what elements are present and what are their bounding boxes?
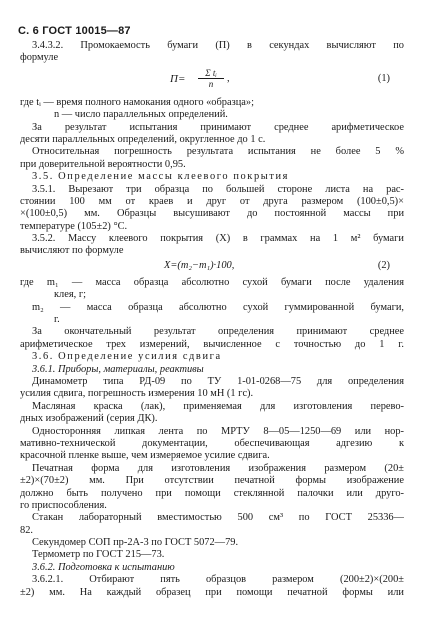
text-line: 3.4.3.2. Промокаемость бумаги (П) в секундах вычисляют по <box>32 40 404 51</box>
text-line: мативно-технической документации, обеспечивающая адгезию к <box>20 437 404 449</box>
text-line: Относительная погрешность результата испытания не более 5 % <box>32 146 404 158</box>
text-line: Динамометр типа РД-09 по ТУ 1-01-0268—75 для определения <box>32 375 404 387</box>
text-line: 3.6. Определение усилия сдвига <box>32 351 222 363</box>
text-line: где m₁ — масса образца абсолютно сухой бумаги после удаления <box>20 276 404 288</box>
page-header: С. 6 ГОСТ 10015—87 <box>18 25 131 37</box>
text-line: 3.5.2. Массу клеевого покрытия (X) в граммах на 1 м² бумаги <box>32 233 404 245</box>
formula-2-number: (2) <box>377 259 390 271</box>
text-block-main <box>20 97 404 258</box>
formula-1 <box>20 68 404 94</box>
text-line: ±2)×(70±2) мм. При отсутствии печатной формы изображение <box>20 475 404 487</box>
text-line: Термометр по ГОСТ 215—73. <box>32 549 165 561</box>
text-line: За результат испытания принимают среднее арифметическое <box>32 121 404 133</box>
text-line: десяти параллельных определений, округленное до 1 с. <box>20 133 266 145</box>
formula-1-number: (1) <box>377 72 390 84</box>
text-line: г. <box>54 314 60 326</box>
formula-1-numerator: Σ tᵢ <box>198 68 224 79</box>
text-line: формуле <box>20 52 59 64</box>
text-line: Секундомер СОП пр-2А-3 по ГОСТ 5072—79. <box>32 537 239 549</box>
text-line: Стакан лабораторный вместимостью 500 см³ по ГОСТ 25336— <box>32 512 404 524</box>
text-line: усилия сдвига, погрешность измерения 10 мН (1 гс). <box>20 388 254 400</box>
text-line: ±2) мм. На каждый образец при помощи печатной формы или <box>20 586 404 598</box>
text-line: За окончательный результат определения принимают среднее <box>32 326 404 338</box>
text-line: дных изображений (серия ДК). <box>20 413 158 425</box>
text-line: Печатная форма для изготовления изображения размером (20± <box>32 462 404 474</box>
text-line: 3.6.2. Подготовка к испытанию <box>32 561 175 573</box>
document-body <box>20 40 404 599</box>
text-line: температуре (105±2) °С. <box>20 220 128 232</box>
formula-2-expression: X=(m₂−m₁)·100, <box>164 259 235 271</box>
text-block-rest <box>20 277 404 599</box>
text-line: ×(100±0,5) мм. Образцы высушивают до постоянной массы при <box>20 208 404 220</box>
text-line: 3.6.2.1. Отбирают пять образцов размером (200±2)×(200± <box>32 574 404 586</box>
formula-1-comma: , <box>227 72 230 84</box>
text-line: где tᵢ — время полного намокания одного «образца»; <box>20 96 254 108</box>
text-line: стоянии 100 мм от краев и друг от друга размером (100±0,5)× <box>20 195 404 207</box>
formula-2 <box>20 260 404 274</box>
text-line: арифметическое трех измерений, вычисленное с точностью до 1 г. <box>20 338 404 350</box>
formula-1-denominator: n <box>208 78 214 89</box>
text-line: 3.5. Определение массы клеевого покрытия <box>32 171 290 183</box>
text-line: должно быть получено при помощи стеклянной палочки или друго- <box>20 487 404 499</box>
text-line: го приспособления. <box>20 499 107 511</box>
text-line: 3.5.1. Вырезают три образца по большей стороне листа на рас- <box>32 183 404 195</box>
text-line: Масляная краска (лак), применяемая для изготовления перево- <box>32 400 404 412</box>
text-line: 82. <box>20 524 33 536</box>
text-line: m₂ — масса образца абсолютно сухой гуммированной бумаги, <box>32 301 404 313</box>
text-line: Односторонняя липкая лента по МРТУ 8—05—1250—69 или нор- <box>32 425 404 437</box>
text-line: при доверительной вероятности 0,95. <box>20 158 186 170</box>
formula-1-lhs: П= <box>170 72 186 85</box>
text-line: клея, г; <box>54 289 86 301</box>
text-line: 3.6.1. Приборы, материалы, реактивы <box>32 363 204 375</box>
formula-1-fraction <box>198 68 224 89</box>
text-line: вычисляют по формуле <box>20 245 124 257</box>
text-block-intro <box>20 40 404 65</box>
text-line: красочной пленке выше, чем измеряемое усилие сдвига. <box>20 450 270 462</box>
text-line: n — число параллельных определений. <box>54 109 228 121</box>
